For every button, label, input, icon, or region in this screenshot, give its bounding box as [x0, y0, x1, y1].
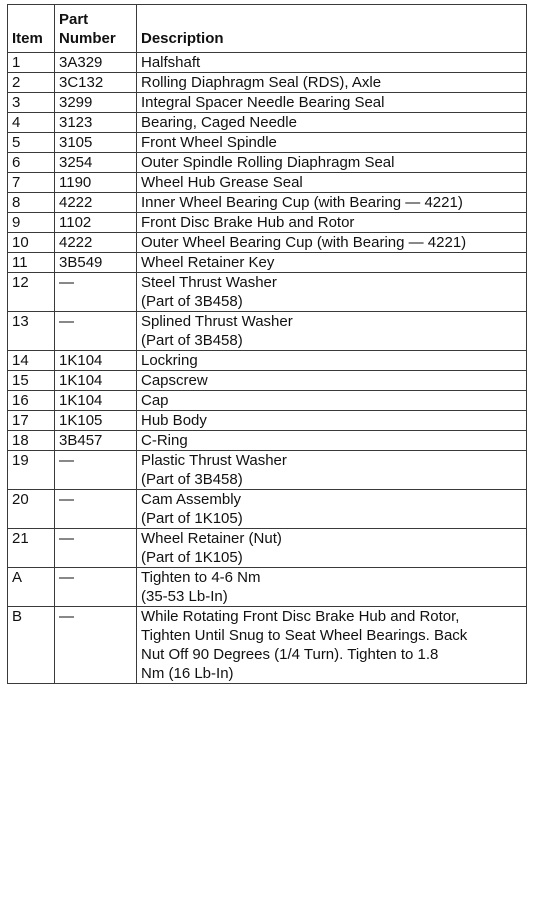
table-row	[8, 273, 527, 312]
header-item: Item	[8, 5, 55, 53]
description-line: (Part of 3B458)	[141, 293, 243, 310]
table-row	[8, 529, 527, 568]
table-row	[8, 213, 527, 233]
item-cell: 9	[8, 213, 55, 233]
item-cell: 3	[8, 93, 55, 113]
description-cell	[137, 490, 527, 529]
description-cell	[137, 411, 527, 431]
description-cell	[137, 568, 527, 607]
table-row	[8, 133, 527, 153]
item-cell: 17	[8, 411, 55, 431]
part-number-cell: 4222	[55, 233, 137, 253]
description-line: Plastic Thrust Washer	[141, 452, 287, 469]
description-line: (Part of 1K105)	[141, 549, 243, 566]
part-number-cell: 1K104	[55, 371, 137, 391]
part-number-cell: 3254	[55, 153, 137, 173]
item-cell: 21	[8, 529, 55, 568]
item-cell: 18	[8, 431, 55, 451]
table-row	[8, 233, 527, 253]
description-cell	[137, 213, 527, 233]
description-cell	[137, 53, 527, 73]
item-cell: A	[8, 568, 55, 607]
description-cell	[137, 73, 527, 93]
item-cell: 14	[8, 351, 55, 371]
item-cell: B	[8, 607, 55, 684]
table-row	[8, 93, 527, 113]
description-cell	[137, 529, 527, 568]
item-cell: 16	[8, 391, 55, 411]
description-line: (Part of 1K105)	[141, 510, 243, 527]
part-number-cell: 3C132	[55, 73, 137, 93]
description-line: Nm (16 Lb-In)	[141, 665, 234, 682]
part-number-cell: 3B549	[55, 253, 137, 273]
part-number-cell: 3105	[55, 133, 137, 153]
item-cell: 10	[8, 233, 55, 253]
table-row	[8, 193, 527, 213]
header-part-number	[55, 5, 137, 53]
description-cell	[137, 312, 527, 351]
description-line: Tighten Until Snug to Seat Wheel Bearings. Back	[141, 627, 468, 644]
item-cell: 2	[8, 73, 55, 93]
table-row	[8, 371, 527, 391]
table-header	[8, 5, 527, 53]
table-row	[8, 431, 527, 451]
description-line: (35-53 Lb-In)	[141, 588, 228, 605]
table-row	[8, 73, 527, 93]
table-row	[8, 490, 527, 529]
item-cell: 13	[8, 312, 55, 351]
item-cell: 8	[8, 193, 55, 213]
item-cell: 1	[8, 53, 55, 73]
description-line: Cam Assembly	[141, 491, 242, 508]
description-line: Front Disc Brake Hub and Rotor	[141, 214, 355, 231]
description-line: C-Ring	[141, 432, 188, 449]
header-part-line1: Part	[59, 11, 89, 28]
description-line: While Rotating Front Disc Brake Hub and Rotor,	[141, 608, 460, 625]
description-cell	[137, 193, 527, 213]
table-row	[8, 391, 527, 411]
description-line: Cap	[141, 392, 169, 409]
item-cell: 7	[8, 173, 55, 193]
header-row	[8, 5, 527, 53]
header-part-line2: Number	[59, 30, 116, 47]
description-line: Outer Wheel Bearing Cup (with Bearing — 4221)	[141, 234, 467, 251]
table-body	[8, 53, 527, 684]
item-cell: 15	[8, 371, 55, 391]
item-cell: 20	[8, 490, 55, 529]
part-number-cell: 1K104	[55, 351, 137, 371]
item-cell: 6	[8, 153, 55, 173]
part-number-cell: 3B457	[55, 431, 137, 451]
description-cell	[137, 253, 527, 273]
part-number-cell: —	[55, 568, 137, 607]
description-cell	[137, 273, 527, 312]
parts-table	[7, 4, 527, 684]
table-row	[8, 312, 527, 351]
description-line: Rolling Diaphragm Seal (RDS), Axle	[141, 74, 382, 91]
description-line: Integral Spacer Needle Bearing Seal	[141, 94, 385, 111]
description-cell	[137, 371, 527, 391]
description-line: Steel Thrust Washer	[141, 274, 277, 291]
part-number-cell: 3123	[55, 113, 137, 133]
part-number-cell: 3A329	[55, 53, 137, 73]
description-line: (Part of 3B458)	[141, 471, 243, 488]
item-cell: 11	[8, 253, 55, 273]
description-cell	[137, 133, 527, 153]
description-line: Inner Wheel Bearing Cup (with Bearing — 4221)	[141, 194, 463, 211]
part-number-cell: —	[55, 312, 137, 351]
part-number-cell: 1102	[55, 213, 137, 233]
description-line: Wheel Retainer (Nut)	[141, 530, 282, 547]
part-number-cell: —	[55, 529, 137, 568]
table-row	[8, 253, 527, 273]
description-line: Hub Body	[141, 412, 207, 429]
description-cell	[137, 391, 527, 411]
description-line: Tighten to 4-6 Nm	[141, 569, 261, 586]
part-number-cell: 4222	[55, 193, 137, 213]
description-cell	[137, 351, 527, 371]
item-cell: 4	[8, 113, 55, 133]
part-number-cell: 1K105	[55, 411, 137, 431]
description-cell	[137, 113, 527, 133]
description-cell	[137, 431, 527, 451]
description-line: (Part of 3B458)	[141, 332, 243, 349]
description-cell	[137, 153, 527, 173]
description-line: Front Wheel Spindle	[141, 134, 277, 151]
table-row	[8, 53, 527, 73]
description-cell	[137, 607, 527, 684]
part-number-cell: 1K104	[55, 391, 137, 411]
table-row	[8, 173, 527, 193]
table-row	[8, 113, 527, 133]
table-row	[8, 411, 527, 431]
part-number-cell: —	[55, 607, 137, 684]
table-row	[8, 607, 527, 684]
description-line: Wheel Retainer Key	[141, 254, 275, 271]
item-cell: 12	[8, 273, 55, 312]
description-cell	[137, 233, 527, 253]
description-line: Halfshaft	[141, 54, 201, 71]
part-number-cell: 3299	[55, 93, 137, 113]
description-cell	[137, 173, 527, 193]
part-number-cell: 1190	[55, 173, 137, 193]
description-line: Outer Spindle Rolling Diaphragm Seal	[141, 154, 395, 171]
table-row	[8, 451, 527, 490]
part-number-cell: —	[55, 273, 137, 312]
table-row	[8, 153, 527, 173]
description-cell	[137, 451, 527, 490]
table-row	[8, 568, 527, 607]
description-line: Bearing, Caged Needle	[141, 114, 297, 131]
part-number-cell: —	[55, 451, 137, 490]
description-line: Nut Off 90 Degrees (1/4 Turn). Tighten to 1.8	[141, 646, 439, 663]
description-line: Wheel Hub Grease Seal	[141, 174, 303, 191]
item-cell: 5	[8, 133, 55, 153]
description-line: Capscrew	[141, 372, 208, 389]
header-description: Description	[137, 5, 527, 53]
description-line: Splined Thrust Washer	[141, 313, 293, 330]
part-number-cell: —	[55, 490, 137, 529]
table-row	[8, 351, 527, 371]
description-cell	[137, 93, 527, 113]
item-cell: 19	[8, 451, 55, 490]
description-line: Lockring	[141, 352, 198, 369]
